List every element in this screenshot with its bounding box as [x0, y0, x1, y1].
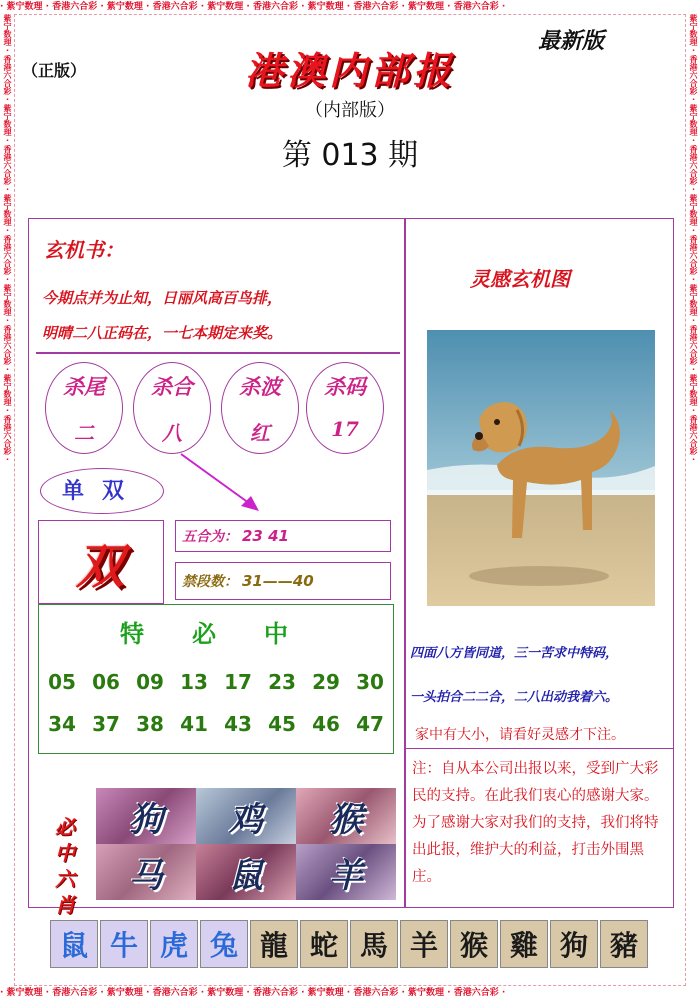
ellipse-value: 二	[74, 421, 94, 445]
issue-number: 第 013 期	[281, 138, 419, 173]
page-subtitle: （内部版）	[305, 100, 395, 121]
pick-number: 41	[180, 712, 208, 736]
animal-cell	[196, 844, 296, 900]
column-divider	[404, 218, 406, 908]
poem-line: 今期点并为止知，日丽风高百鸟排，	[42, 289, 283, 307]
must-hit-char: 肖	[55, 893, 75, 917]
animal-cell	[96, 788, 196, 844]
animal-name: 马	[129, 855, 163, 896]
zodiac-item: 馬	[350, 920, 398, 968]
zodiac-item: 狗	[550, 920, 598, 968]
animal-grid	[96, 788, 396, 900]
animal-name: 鸡	[229, 799, 263, 840]
number-row	[40, 670, 392, 694]
pick-number: 17	[224, 670, 252, 694]
pick-number: 47	[356, 712, 384, 736]
pick-number: 37	[92, 712, 120, 736]
animal-name: 羊	[329, 855, 363, 896]
pick-number: 09	[136, 670, 164, 694]
zodiac-item: 豬	[600, 920, 648, 968]
dog-photo	[427, 330, 655, 606]
zodiac-item: 虎	[150, 920, 198, 968]
banned-range-label: 禁段数：	[182, 574, 238, 590]
zodiac-item: 雞	[500, 920, 548, 968]
zodiac-item: 龍	[250, 920, 298, 968]
number-row	[40, 712, 392, 736]
pick-number: 23	[268, 670, 296, 694]
zodiac-item: 兔	[200, 920, 248, 968]
zodiac-item: 羊	[400, 920, 448, 968]
zodiac-item: 猴	[450, 920, 498, 968]
banned-range-box	[175, 562, 391, 600]
arrow-icon	[175, 448, 265, 518]
ellipse-value: 17	[331, 417, 359, 441]
animal-name: 鼠	[229, 855, 263, 896]
ellipse-label: 杀尾	[63, 374, 105, 399]
animal-cell	[96, 844, 196, 900]
pick-number: 46	[312, 712, 340, 736]
must-hit-char: 中	[55, 841, 75, 865]
zodiac-item: 鼠	[50, 920, 98, 968]
animal-name: 猴	[329, 799, 363, 840]
must-hit-char: 六	[55, 867, 75, 891]
pick-number: 05	[48, 670, 76, 694]
animal-name: 狗	[129, 799, 163, 840]
kill-code-ellipse	[306, 362, 384, 454]
bottom-border-strip: · 紫宁数理 · 香港六合彩 · 紫宁数理 · 香港六合彩 · 紫宁数理 · 香港六合彩 · 紫宁数理 · 香港六合彩 · 紫宁数理 · 香港六合彩 ·	[0, 988, 506, 998]
odd-even-ellipse: 单双	[40, 468, 164, 514]
five-he-value: 23 41	[242, 527, 289, 545]
banned-range-value: 31——40	[242, 572, 314, 590]
xuanji-title: 玄机书：	[44, 238, 124, 262]
ellipse-value: 八	[162, 421, 182, 445]
right-poem-line: 四面八方皆同道，三一苦求中特码，	[410, 646, 619, 661]
pick-number: 06	[92, 670, 120, 694]
notice-divider	[406, 748, 674, 749]
home-advice-text: 家中有大小，请看好灵感才下注。	[415, 727, 625, 743]
right-border-strip: 紫宁数理·香港六合彩·紫宁数理·香港六合彩·紫宁数理·香港六合彩·紫宁数理·香港六合彩·紫宁数理·香港六合彩·	[689, 14, 698, 464]
poem-divider	[36, 352, 400, 354]
pick-number: 30	[356, 670, 384, 694]
pick-number: 29	[312, 670, 340, 694]
must-hit-six-label	[50, 814, 80, 918]
zodiac-item: 牛	[100, 920, 148, 968]
pick-number: 38	[136, 712, 164, 736]
left-border-strip: 紫宁数理·香港六合彩·紫宁数理·香港六合彩·紫宁数理·香港六合彩·紫宁数理·香港六合彩·紫宁数理·香港六合彩·	[3, 14, 12, 464]
even-badge: 双	[75, 539, 124, 595]
zodiac-bar	[50, 920, 650, 968]
top-border-strip: · 紫宁数理 · 香港六合彩 · 紫宁数理 · 香港六合彩 · 紫宁数理 · 香港六合彩 · 紫宁数理 · 香港六合彩 · 紫宁数理 · 香港六合彩 ·	[0, 2, 506, 12]
pick-number: 45	[268, 712, 296, 736]
ellipse-label: 杀波	[239, 374, 281, 399]
animal-cell	[296, 844, 396, 900]
special-pick-title: 特必中	[120, 620, 336, 648]
animal-cell	[296, 788, 396, 844]
five-he-box	[175, 520, 391, 552]
kill-wave-ellipse	[221, 362, 299, 454]
kill-he-ellipse	[133, 362, 211, 454]
ellipse-value: 红	[250, 421, 270, 445]
ellipse-label: 杀码	[324, 374, 366, 399]
zodiac-item: 蛇	[300, 920, 348, 968]
pick-number: 13	[180, 670, 208, 694]
pick-number: 34	[48, 712, 76, 736]
animal-cell	[196, 788, 296, 844]
right-poem-line: 一头拍合二二合，二八出动我着六。	[410, 690, 619, 705]
inspiration-title: 灵感玄机图	[470, 267, 570, 291]
notice-text: 注：自从本公司出报以来，受到广大彩民的支持。在此我们衷心的感谢大家。为了感谢大家对我们的支持，我们将特出此报，维护大的利益，打击外围黑庄。	[412, 761, 659, 885]
ellipse-label: 杀合	[151, 374, 193, 399]
must-hit-char: 必	[55, 815, 75, 839]
edition-label: （正版）	[22, 61, 87, 80]
kill-tail-ellipse	[45, 362, 123, 454]
newest-version-label: 最新版	[538, 28, 605, 54]
page-title: 港澳内部报	[244, 48, 455, 93]
poem-line: 明晴二八正码在，一七本期定来奖。	[42, 324, 283, 342]
five-he-label: 五合为：	[182, 529, 238, 545]
pick-number: 43	[224, 712, 252, 736]
